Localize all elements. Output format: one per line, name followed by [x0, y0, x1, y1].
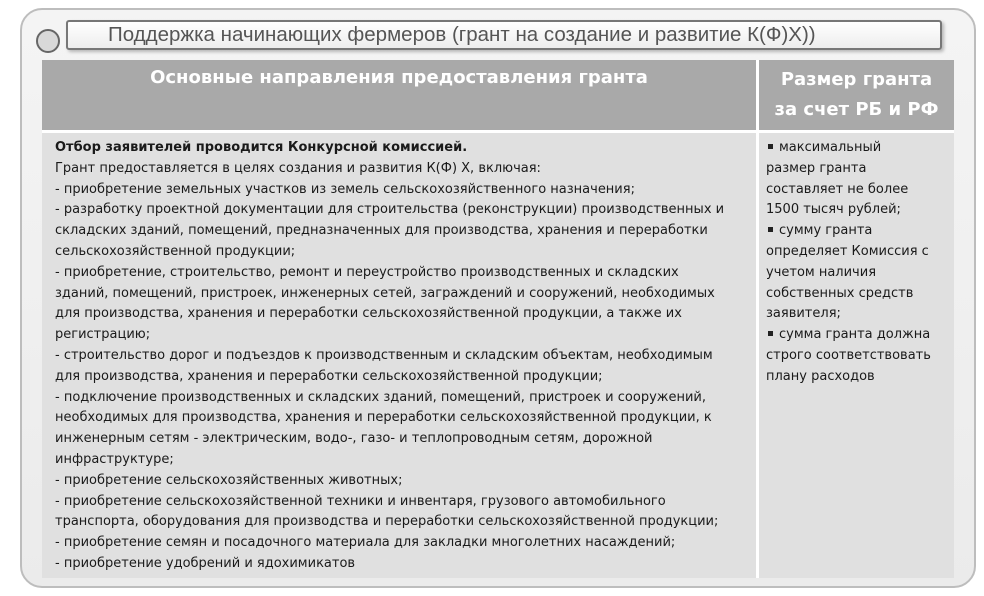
slide-title: Поддержка начинающих фермеров (грант на создание и развитие К(Ф)Х))	[66, 20, 942, 50]
directions-line: Грант предоставляется в целях создания и развития К(Ф) Х, включая:	[55, 160, 541, 176]
grant-size-line	[766, 284, 952, 305]
grant-size-line-text: размер гранта	[766, 160, 867, 176]
directions-line: регистрацию;	[55, 327, 151, 343]
square-bullet-icon	[768, 227, 773, 232]
directions-line: - приобретение удобрений и ядохимикатов	[55, 555, 356, 571]
grant-size-line-text: 1500 тысяч рублей;	[766, 202, 901, 218]
circle-ornament	[36, 29, 60, 53]
directions-line: для производства, хранения и переработки сельскохозяйственной продукции, а также их	[55, 306, 682, 322]
square-bullet-icon	[768, 331, 773, 336]
directions-line: зданий, помещений, пристроек, инженерных сетей, заграждений и сооружений, необходимых	[55, 285, 715, 301]
header-directions: Основные направления предоставления гранта	[42, 60, 756, 130]
directions-line: - строительство дорог и подъездов к производственным и складским объектам, необходимым	[55, 347, 713, 363]
grant-size-line-text: составляет не более	[766, 181, 909, 197]
directions-line: сельскохозяйственной продукции;	[55, 243, 296, 259]
grant-size-line	[766, 138, 952, 159]
grant-size-line-text: сумма гранта должна	[779, 327, 931, 343]
grant-size-text	[766, 138, 952, 388]
grant-table	[42, 60, 954, 578]
grant-size-line	[766, 221, 952, 242]
directions-line: инфраструктуре;	[55, 451, 174, 467]
directions-line: - приобретение семян и посадочного материала для закладки многолетних насаждений;	[55, 535, 676, 551]
grant-size-line-text: учетом наличия	[766, 264, 877, 280]
grant-size-line	[766, 263, 952, 284]
grant-size-line-text: собственных средств	[766, 285, 914, 301]
header-grant-size-line: за счет РБ и РФ	[774, 99, 939, 120]
grant-size-line-text: заявителя;	[766, 306, 841, 322]
grant-size-line	[766, 325, 952, 346]
grant-size-line	[766, 367, 952, 388]
column-divider	[756, 60, 759, 578]
square-bullet-icon	[768, 144, 773, 149]
directions-line: - подключение производственных и складских зданий, помещений, пристроек и сооружений,	[55, 389, 707, 405]
directions-line: - приобретение, строительство, ремонт и переустройство производственных и складских	[55, 264, 679, 280]
directions-line: - приобретение сельскохозяйственных животных;	[55, 472, 403, 488]
directions-line: - приобретение сельскохозяйственной техники и инвентаря, грузового автомобильного	[55, 493, 666, 509]
directions-lead-line: Отбор заявителей проводится Конкурсной комиссией.	[55, 140, 468, 155]
grant-size-line-text: строго соответствовать	[766, 347, 931, 363]
directions-line: складских зданий, помещений, предназначенных для производства, хранения и переработки	[55, 223, 708, 239]
grant-size-line-text: сумму гранта	[779, 223, 873, 239]
grant-size-line	[766, 180, 952, 201]
header-grant-size-line: Размер гранта	[780, 69, 933, 90]
directions-line: транспорта, оборудования для производства и переработки сельскохозяйственной продукции;	[55, 514, 719, 530]
grant-size-line-text: определяет Комиссия с	[766, 243, 929, 259]
grant-size-line	[766, 346, 952, 367]
directions-text	[55, 138, 755, 575]
grant-size-line	[766, 242, 952, 263]
grant-size-line-text: максимальный	[779, 140, 882, 155]
grant-size-line-text: плану расходов	[766, 368, 875, 384]
directions-line: - разработку проектной документации для строительства (реконструкции) производственных и	[55, 202, 725, 218]
directions-line: - приобретение земельных участков из земель сельскохозяйственного назначения;	[55, 181, 635, 197]
grant-size-line	[766, 304, 952, 325]
header-grant-size	[759, 60, 954, 130]
directions-line: инженерным сетям - электрическим, водо-, газо- и теплопроводным сетям, дорожной	[55, 431, 653, 447]
directions-line: для производства, хранения и переработки сельскохозяйственной продукции;	[55, 368, 603, 384]
row-divider	[42, 130, 954, 133]
directions-line: необходимых для производства, хранения и переработки сельскохозяйственной продукции, к	[55, 410, 712, 426]
grant-size-line	[766, 200, 952, 221]
grant-size-line	[766, 159, 952, 180]
